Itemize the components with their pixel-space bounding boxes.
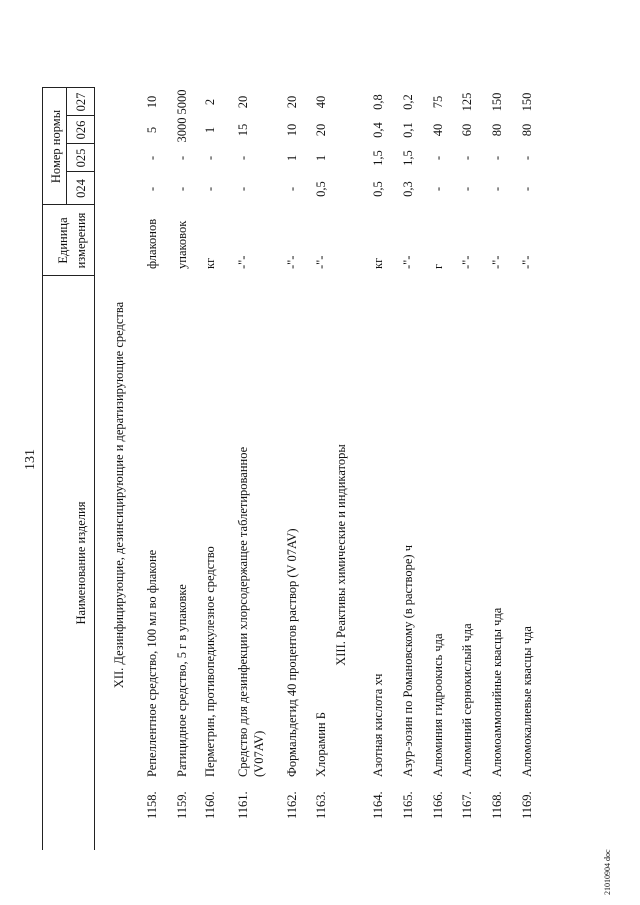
unit-value: -"- [520, 255, 534, 269]
norm-value: - [285, 186, 299, 192]
norm-value: 1 [314, 154, 328, 162]
norm-value: - [431, 186, 445, 192]
norm-value: - [460, 155, 474, 161]
norm-value: 20 [314, 123, 328, 137]
header-norm-025: 025 [74, 148, 88, 168]
footer-code: 21010904 doc [603, 849, 612, 895]
norm-value: 0,4 [371, 122, 385, 138]
row-number: 1166. [431, 791, 445, 819]
norm-value: 75 [431, 95, 445, 109]
norm-value: 1,5 [401, 150, 415, 166]
norm-value: 10 [285, 123, 299, 137]
row-number: 1167. [460, 791, 474, 819]
row-number: 1165. [401, 791, 415, 819]
item-name: Средство для дезинфекции хлорсодержащее таблетированное [236, 446, 250, 777]
row-number: 1160. [203, 791, 217, 819]
header-bottom-line [94, 88, 95, 850]
norm-value: 40 [314, 95, 328, 109]
row-number: 1164. [371, 791, 385, 819]
header-norm-024: 024 [74, 179, 88, 198]
norm-value: - [203, 155, 217, 161]
header-norm-group: Номер нормы [49, 109, 63, 184]
norm-value: 80 [490, 123, 504, 137]
norm-value: 0,2 [401, 94, 415, 110]
norm-value: 1 [285, 154, 299, 162]
norm-value: - [490, 155, 504, 161]
unit-value: -"- [236, 255, 250, 269]
item-name: Хлорамин Б [314, 712, 328, 777]
header-unit-line2: измерения [74, 212, 88, 269]
norm-value: - [236, 155, 250, 161]
unit-value: -"- [460, 255, 474, 269]
item-name: Перметрин, противопедикулезное средство [203, 546, 217, 777]
norm-value: 0,5 [314, 181, 328, 197]
norm-value: 150 [490, 92, 504, 112]
norm-value: 80 [520, 123, 534, 137]
norm-value: 1,5 [371, 150, 385, 166]
norm-value: - [236, 186, 250, 192]
norm-value: 20 [285, 95, 299, 109]
norm-value: - [520, 155, 534, 161]
norm-value: - [203, 186, 217, 192]
norm-value: 20 [236, 95, 250, 109]
row-number: 1162. [285, 791, 299, 819]
norm-value: 1 [203, 126, 217, 134]
item-name: Ратицидное средство, 5 г в упаковке [175, 584, 189, 777]
unit-value: флаконов [145, 218, 159, 269]
unit-value: -"- [490, 255, 504, 269]
item-name: Алюминия гидроокись чда [431, 633, 445, 777]
unit-value: -"- [401, 255, 415, 269]
norm-value: 0,1 [401, 122, 415, 138]
row-number: 1161. [236, 791, 250, 819]
unit-value: -"- [314, 255, 328, 269]
item-name: Алюмокалиевые квасцы чда [520, 626, 534, 777]
unit-value: кг [203, 257, 217, 269]
norm-value: - [460, 186, 474, 192]
unit-value: -"- [285, 255, 299, 269]
header-unit-line1: Единица [56, 217, 70, 264]
section-title-reagents: XIII. Реактивы химические и индикаторы [334, 444, 348, 666]
unit-value: кг [371, 257, 385, 269]
row-number: 1169. [520, 791, 534, 819]
norm-value: 150 [520, 92, 534, 112]
norm-value: 125 [460, 92, 474, 112]
item-name: Репеллентное средство, 100 мл во флаконе [145, 549, 159, 777]
header-norm-027: 027 [74, 92, 88, 112]
page-number: 131 [23, 449, 38, 470]
norm-value: - [175, 186, 189, 192]
norm-value: - [175, 155, 189, 161]
norm-value: - [520, 186, 534, 192]
norm-value: 0,3 [401, 181, 415, 197]
norm-value: - [145, 186, 159, 192]
norm-value: 15 [236, 123, 250, 137]
row-number: 1158. [145, 791, 159, 819]
norm-value: 60 [460, 123, 474, 137]
norm-value: - [490, 186, 504, 192]
norm-value: 10 [145, 95, 159, 109]
item-name: Азур-эозин по Романовскому (в растворе) ч [401, 544, 415, 777]
header-name: Наименование изделия [74, 501, 88, 625]
norm-value: 5 [145, 126, 159, 134]
row-number: 1159. [175, 791, 189, 819]
row-number: 1163. [314, 791, 328, 819]
item-name: Алюминий сернокислый чда [460, 623, 474, 777]
norm-value: 40 [431, 123, 445, 137]
section-title-disinfectants: XII. Дезинфицирующие, дезинсицирующие и дератизирующие средства [112, 301, 126, 689]
item-name: Алюмоаммонийные квасцы чда [490, 607, 504, 777]
norm-value: 0,5 [371, 181, 385, 197]
unit-value: г [431, 263, 445, 269]
table-top-line [42, 88, 43, 850]
item-name-cont: (V07AV) [252, 730, 266, 777]
norm-value: 0,8 [371, 94, 385, 110]
norm-value: 3000 [175, 117, 189, 143]
norm-value: - [431, 155, 445, 161]
norm-value: 5000 [175, 89, 189, 115]
norm-value: - [145, 155, 159, 161]
item-name: Формальдегид 40 процентов раствор (V 07AV) [285, 528, 299, 777]
norm-group-line [66, 88, 67, 205]
item-name: Азотная кислота хч [371, 673, 385, 777]
norm-value: 2 [203, 98, 217, 106]
header-norm-026: 026 [74, 120, 88, 140]
row-number: 1168. [490, 791, 504, 819]
unit-value: упаковок [175, 220, 189, 269]
